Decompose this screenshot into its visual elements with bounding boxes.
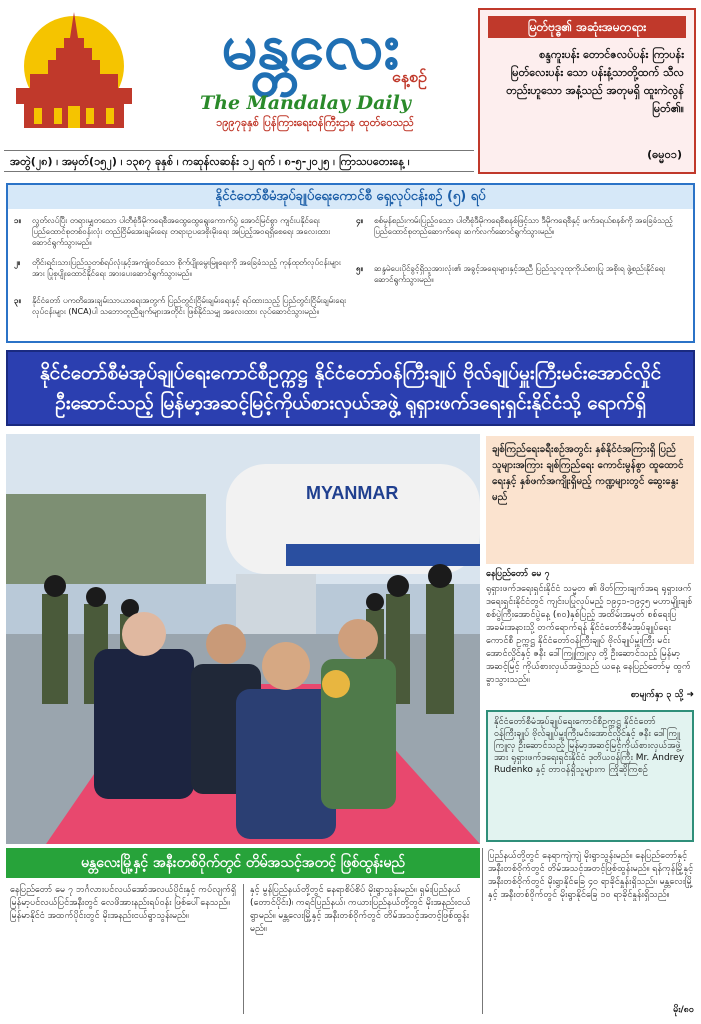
english-title: The Mandalay Daily	[200, 92, 411, 114]
task-number: ၂။	[14, 258, 21, 267]
lead-headline	[6, 350, 695, 426]
weather-column-3: ပြည်နယ်တို့တွင် နေရာကျဲကျဲ မိုးရွာသွန်းမည်။ နေပြည်တော်နှင့် အနီးတစ်ဝိုက်တွင် တိမ်အသင့်အတင့်ဖြစ်ထွန်းမည်။ ရန်ကုန်မြို့နှင့် အနီးတစ်ဝိုက်တွင် မိုးရွာနိုင်ခြေ ၄၀ ရာခိုင်နှုန်းရှိသည်။ မန္တလေးမြို့နှင့် အနီးတစ်ဝိုက်တွင် မိုးရွာနိုင်ခြေ ၁၀ ရာခိုင်နှုန်းရှိသည်။	[488, 851, 694, 900]
weather-headline: မန္တလေးမြို့နှင့် အနီးတစ်ဝိုက်တွင် တိမ်အသင့်အတင့် ဖြစ်ထွန်းမည်	[6, 848, 480, 878]
weather-column-2: နှင့် မွန်ပြည်နယ်တို့တွင် နေရာစိပ်စိပ် မိုးရွာသွန်းမည်။ ရှမ်းပြည်နယ် (တောင်ပိုင်း)၊ ကရင်ပြည်နယ်၊ ကယားပြည်နယ်တို့တွင် မိုးအနည်းငယ်ရွာမည်။ မန္တလေးမြို့နှင့် အနီးတစ်ဝိုက်တွင် တိမ်အသင့်အတင့်ဖြစ်ထွန်းမည်။	[250, 885, 471, 934]
pagoda-logo-icon	[10, 8, 138, 136]
teaching-body: စန္ဒကူးပန်း တောင်ဇလပ်ပန်း ကြာပန်း မြတ်လေးပန်း သော ပန်းနံ့သာတို့ထက် သီလတည်းဟူသော အနံ့သည် အတုမရှိ ထူးကဲလွန်မြတ်၏။	[506, 48, 684, 115]
continued-note: စာမျက်နှာ ၃ သို့ ➜	[630, 690, 694, 700]
publisher-tagline: ၁၉၉၇ခုနှစ် ပြန်ကြားရေးဝန်ကြီးဌာန ထုတ်ဝေသည်	[216, 116, 414, 129]
task-item: စစ်မှန်စည်းကမ်းပြည့်ဝသော ပါတီစုံဒီမိုကရေစီစနစ်ဖြင့်သာ ဒီမိုကရေစီနှင့် ဖက်ဒရယ်စနစ်ကို အခြေခံသည့် ပြည်ထောင်စုတည်ဆောက်ရေး ဆက်လက်ဆောင်ရွက်သွားမည်။	[374, 216, 673, 236]
tasks-heading: နိုင်ငံတော်စီမံအုပ်ချုပ်ရေးကောင်စီ ရှေ့လုပ်ငန်းစဉ် (၅) ရပ်	[8, 185, 693, 209]
article-body: ရုရှားဖက်ဒရေးရှင်းနိုင်ငံ သမ္မတ ၏ ဖိတ်ကြားချက်အရ ရုရှားဖက်ဒရေးရှင်းနိုင်ငံတွင် ကျင်းပပြုလုပ်မည့် ၁၉၄၁-၁၉၄၅ မဟာမျိုးချစ်စစ်ပွဲကြီးအောင်ပွဲနေ့ (၈၀)နှစ်ပြည့် အထိမ်းအမှတ် စစ်ရေးပြအခမ်းအနားသို့ တက်ရောက်ရန် နိုင်ငံတော်စီမံအုပ်ချုပ်ရေးကောင်စီ ဥက္ကဋ္ဌ နိုင်ငံတော်ဝန်ကြီးချုပ် ဗိုလ်ချုပ်မှူးကြီး မင်းအောင်လှိုင်နှင့် ဇနီး ဒေါ်ကြူကြူလှ တို့ ဦးဆောင်သည့် မြန်မာ့အဆင့်မြင့် ကိုယ်စားလှယ်အဖွဲ့သည် ယနေ့ နေပြည်တော်မှ ထွက်ခွာသွားသည်။	[486, 584, 693, 685]
masthead	[0, 0, 701, 182]
column-divider	[243, 884, 244, 1014]
plane-livery-text: MYANMAR	[306, 483, 399, 503]
council-tasks-box	[6, 183, 695, 343]
teaching-source: (ဓမ္မ၀၁)	[647, 148, 682, 161]
story-deck: ချစ်ကြည်ရေးခရီးစဉ်အတွင်း နှစ်နိုင်ငံအကြားရှိ ပြည်သူများအကြား ချစ်ကြည်ရေး ကောင်းမွန်စွာ ထူထောင်ရေးနှင့် နှစ်ဖက်အကျိုးရှိမည့် ကဏ္ဍများတွင် ဆွေးနွေးမည်	[486, 436, 694, 564]
task-item: လွတ်လပ်ပြီး တရားမျှတသော ပါတီစုံဒီမိုကရေစီအထွေထွေရွေးကောက်ပွဲ အောင်မြင်စွာ ကျင်းပနိုင်ရေး ပြည်ထောင်စုတစ်ဝန်းလုံး တည်ငြိမ်အေးချမ်းရေး တရားဥပဒေစိုးမိုးရေး အပြည့်အဝရရှိစေရေး အလေးထားဆောင်ရွက်သွားမည်။	[32, 216, 331, 247]
task-number: ၄။	[356, 216, 363, 225]
task-number: ၅။	[356, 264, 363, 273]
task-number: ၃။	[14, 296, 21, 305]
task-item: တိုင်းရင်းသားပြည်သူတစ်ရပ်လုံးနှင့်အကျုံးဝင်သော စိုက်ပျိုးမွေးမြူရေးကို အခြေခံသည့် ကုန်ထုတ်လုပ်ငန်းများအား ပြုစုပျိုးထောင်နိုင်ရေး အားပေးဆောင်ရွက်သွားမည်။	[32, 258, 341, 278]
arrival-photo	[6, 434, 480, 844]
task-item: နိုင်ငံတော် ပကတိအေးချမ်းသာယာရေးအတွက် ပြည်တွင်းငြိမ်းချမ်းရေးနှင့် ရပ်ထားသည့် ပြည်တွင်းငြိမ်းချမ်းရေးလုပ်ငန်းများ (NCA)ပါ သဘောတူညီချက်များအတိုင်း ဖြစ်နိုင်သမျှ အလေးထား လုပ်ဆောင်သွားမည်။	[32, 296, 347, 316]
issue-dateline: အတွဲ(၂၈) ၊ အမှတ်(၁၅၂) ၊ ၁၃၈၇ ခုနှစ် ၊ ကဆုန်လဆန်း ၁၂ ရက် ၊ ၈-၅-၂၀၂၅ ၊ ကြာသပတေးနေ့ ၊	[4, 150, 474, 172]
column-divider	[482, 848, 483, 1014]
lead-article	[486, 568, 694, 708]
buddha-teaching-box	[478, 8, 696, 174]
continued-page-note: မိုး/၈၀	[673, 1005, 694, 1015]
newspaper-subtitle: နေ့စဉ်	[392, 67, 427, 86]
teaching-heading: မြတ်ဗုဒ္ဓ၏ အဆုံးအမတရား	[488, 16, 686, 38]
task-number: ၁။	[14, 216, 21, 225]
headline-line-2: ဦးဆောင်သည့် မြန်မာ့အဆင့်မြင့်ကိုယ်စားလှယ်အဖွဲ့ ရုရှားဖက်ဒရေးရှင်းနိုင်ငံသို့ ရောက်ရှိ	[55, 392, 646, 414]
photo-caption-box: နိုင်ငံတော်စီမံအုပ်ချုပ်ရေးကောင်စီဥက္ကဋ္ဌ နိုင်ငံတော်ဝန်ကြီးချုပ် ဗိုလ်ချုပ်မှူးကြီးမင်းအောင်လှိုင်နှင့် ဇနီး ဒေါ်ကြူကြူလှ ဦးဆောင်သည့် မြန်မာ့အဆင့်မြင့်ကိုယ်စားလှယ်အဖွဲ့အား ရုရှားဖက်ဒရေးရှင်းနိုင်ငံ ဒုတိယဝန်ကြီး Mr. Andrey Rudenko နှင့် တာဝန်ရှိသူများက ကြိုဆိုကြစဉ်	[486, 710, 694, 842]
headline-line-1: နိုင်ငံတော်စီမံအုပ်ချုပ်ရေးကောင်စီဥက္ကဋ္ဌ နိုင်ငံတော်ဝန်ကြီးချုပ် ဗိုလ်ချုပ်မှူးကြီးမင်းအောင်လှိုင်	[39, 362, 662, 384]
weather-column-1: နေပြည်တော် မေ ၇ ဘင်္ဂလားပင်လယ်အော်အလယ်ပိုင်းနှင့် ကပ်လျက်ရှိ မြန်မာ့ပင်လယ်ပြင်အနီးတွင် လေဖိအားနည်းရပ်ဝန်း ဖြစ်ပေါ်နေသည်။ မြန်မာနိုင်ငံ အထက်ပိုင်းတွင် မိုးအနည်းငယ်ရွာသွန်းမည်။	[10, 885, 237, 921]
article-dateline: နေပြည်တော် မေ ၇	[486, 569, 550, 579]
newspaper-title: မန္တလေး	[221, 10, 399, 84]
task-item: ဆန္ဒမဲပေးပိုင်ခွင့်ရှိသူအားလုံး၏ အခွင့်အရေးများနှင့်အညီ ပြည်သူလူထုကိုယ်စားပြု အစိုးရ ဖွဲ့စည်းနိုင်ရေး ဆောင်ရွက်သွားမည်။	[374, 264, 666, 284]
